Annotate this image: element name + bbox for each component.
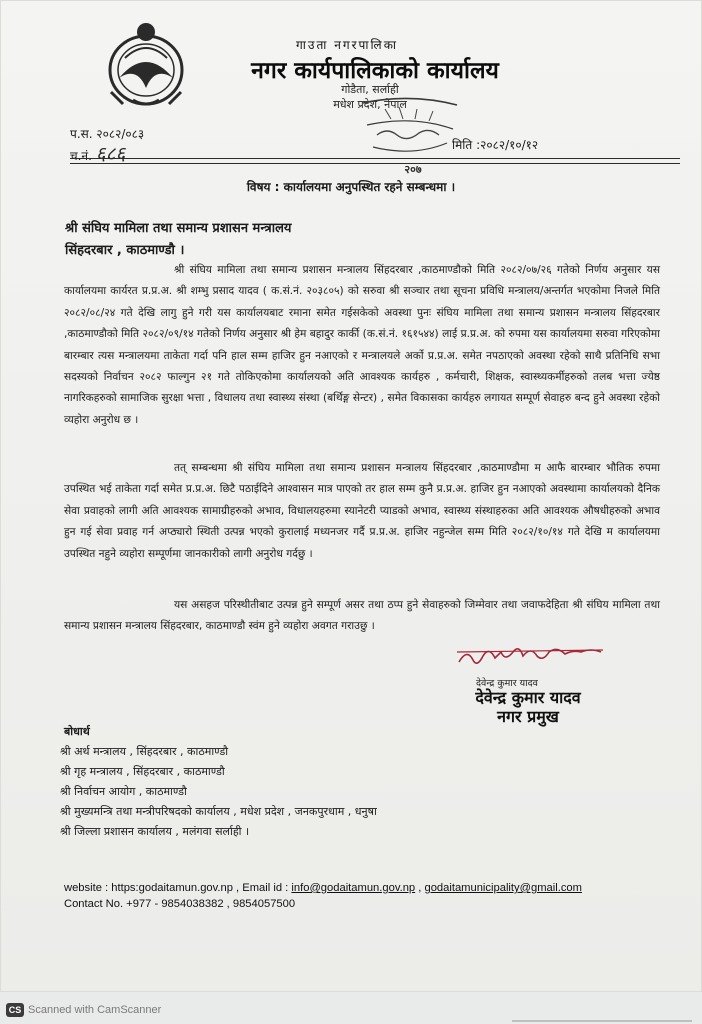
recipient-address: सिंहदरबार , काठमाण्डौ । bbox=[65, 243, 185, 258]
ref-number-row bbox=[70, 124, 144, 144]
header-divider-bottom bbox=[70, 163, 680, 164]
footer-web-email-row bbox=[64, 880, 582, 896]
letter-subject: विषय : कार्यालयमा अनुपस्थित रहने सम्बन्धमा । bbox=[246, 180, 456, 194]
cc-item: श्री निर्वाचन आयोग , काठमाण्डौ bbox=[60, 785, 187, 798]
signer-name-small: देवेन्द्र कुमार यादव bbox=[476, 678, 538, 689]
recipient-block bbox=[65, 218, 291, 262]
body-paragraph-1: श्री संघिय मामिला तथा समान्य प्रशासन मन्त्रालय सिंहदरबार ,काठमाण्डौको मिति २०८२/०७/२६ गतेको निर्णय अनुसार यस कार्यालयमा कार्यरत प्र.प्र.अ. श्री शम्भु प्रसाद यादव ( क.सं.नं. २०३८०५) को सरुवा श्री सञ्चार तथा सूचना प्रविधि मन्त्रालय/अन्तर्गत भएकोमा निजले मिति २०८२/०८/२४ गते देखि लागु हुने गरी यस कार्यालयबाट रमाना समेत गईसकेको अवस्था पुनः संघिय मामिला तथा समान्य प्रशासन मन्त्रालय सिंहदरबार ,काठमाण्डौको मिति २०८२/०९/१४ गतेको निर्णय अनुसार श्री हेम बहादुर कार्की (क.सं.नं. १६१५४४) लाई प्र.प्र.अ. को रुपमा यस कार्यालयमा सरुवा गरिएकोमा बारम्बार त्यस मन्त्रालयमा ताकेता गर्दा पनि हाल सम्म हाजिर हुन नआएको र मन्त्रालयले अर्को प्र.प्र.अ. समेत नपठाएको अवस्था रहेको साथै प्रतिनिधि सभा सदस्यको निर्वाचन २०८२ फाल्गुन २१ गते तोकिएकोमा कार्यालयको अति आवश्यक कार्यहरु , कर्मचारी, शिक्षक, स्वास्थ्यकर्मीहरुको तलब भत्ता ज्येष्ठ नागरिकहरुको सामाजिक सुरक्षा भत्ता , विधालय तथा स्वास्थ्य संस्था (बर्थिङ्ग सेन्टर) , समेत विकासका कार्यहरु लगायत सम्पूर्ण सेवाहरु बन्द हुने अवस्था रहेको व्यहोरा अनुरोध छ । bbox=[64, 264, 660, 426]
recipient-name: श्री संघिय मामिला तथा समान्य प्रशासन मन्त्रालय bbox=[65, 221, 292, 236]
header-divider-top bbox=[70, 158, 680, 159]
signer-stamp bbox=[433, 688, 623, 726]
signer-title: नगर प्रमुख bbox=[497, 707, 559, 726]
dispatch-value: ६८६ bbox=[95, 143, 126, 165]
ref-value: २०८२/०८३ bbox=[96, 127, 145, 141]
footer-contact-row: Contact No. +977 - 9854038382 , 9854057500 bbox=[64, 898, 296, 910]
cc-list bbox=[60, 742, 377, 842]
handwritten-signature bbox=[455, 646, 605, 672]
address-line-1: गोडैता, सर्लाही bbox=[341, 83, 399, 96]
camscanner-watermark: Scanned with CamScanner bbox=[28, 1004, 162, 1016]
contact-footer bbox=[64, 880, 582, 912]
ref-label: प.स. bbox=[70, 127, 93, 141]
date-row bbox=[452, 136, 538, 153]
date-value: :२०८२/१०/१२ bbox=[476, 138, 539, 152]
reference-block bbox=[70, 124, 144, 166]
cc-item: श्री मुख्यमन्त्रि तथा मन्त्रीपरिषदको कार्यालय , मधेश प्रदेश , जनकपुरधाम , धनुषा bbox=[60, 805, 377, 818]
camscanner-logo-icon: CS bbox=[6, 1003, 24, 1017]
email-link-info[interactable]: info@godaitamun.gov.np bbox=[291, 882, 416, 894]
office-seal-stamp bbox=[355, 95, 465, 179]
body-paragraph-3: यस असहज परिस्थीतीबाट उत्पन्न हुने सम्पूर्ण असर तथा ठप्प हुने सेवाहरुको जिम्मेवार तथा जवाफदेहिता श्री संघिय मामिला तथा समान्य प्रशासन मन्त्रालय सिंहदरबार, काठमाण्डौ स्वंम हुने व्यहोरा अवगत गराउछु । bbox=[64, 599, 660, 633]
signer-name: देवेन्द्र कुमार यादव bbox=[475, 688, 581, 707]
scan-edge-line bbox=[512, 1020, 692, 1022]
body-paragraph-2: तत् सम्बन्धमा श्री संघिय मामिला तथा समान्य प्रशासन मन्त्रालय सिंहदरबार ,काठमाण्डौमा म आफै बारम्बार भौतिक रुपमा उपस्थित भई ताकेता गर्दा समेत प्र.प्र.अ. छिटै पठाईदिने आश्वासन मात्र पाएको तर हाल सम्म कुनै प्र.प्र.अ. हाजिर हुन नआएको अवस्थामा कार्यालयको दैनिक सेवा प्रवाहको लागी अति आवश्यक सामाग्रीहरुको अभाव, विधालयहरुमा स्यानेटरी प्याडको अभाव, स्वास्थ्य संस्थाहरुका अति आवश्यक औषधीहरुको अभाव हुन गई सेवा प्रवाह गर्न अप्ठ्यारो स्थिती उत्पन्न भएको कुरालाई मध्यनजर गर्दै प्र.प्र.अ. हाजिर नहुन्जेल सम्म मिति २०८२/१०/१४ गते देखि म कार्यालयमा उपस्थित नहुने व्यहोरा सम्पूर्णमा जानकारीको लागी अनुरोध गर्दछु । bbox=[64, 462, 660, 560]
website-and-email-label: website : https:godaitamun.gov.np , Email id : bbox=[64, 882, 289, 894]
cc-item: श्री अर्थ मन्त्रालय , सिंहदरबार , काठमाण्डौ bbox=[60, 745, 229, 758]
email-separator: , bbox=[418, 882, 422, 894]
municipality-name-small: गाउता नगरपालिका bbox=[296, 38, 399, 52]
email-link-gmail[interactable]: godaitamunicipality@gmail.com bbox=[424, 882, 582, 894]
cc-item: श्री जिल्ला प्रशासन कार्यालय , मलंगवा सर्लाही । bbox=[60, 825, 250, 838]
cc-heading: बोधार्थ bbox=[64, 725, 90, 738]
office-title: नगर कार्यपालिकाको कार्यालय bbox=[251, 58, 499, 84]
dispatch-label: च.नं. bbox=[70, 149, 92, 163]
date-label: मिति bbox=[452, 138, 473, 152]
stamp-year: २०७ bbox=[404, 163, 422, 176]
address-line-2: मधेश प्रदेश, नेपाल bbox=[333, 98, 407, 111]
nepal-emblem-logo bbox=[105, 18, 187, 110]
cc-item: श्री गृह मन्त्रालय , सिंहदरबार , काठमाण्डौ bbox=[60, 765, 225, 778]
